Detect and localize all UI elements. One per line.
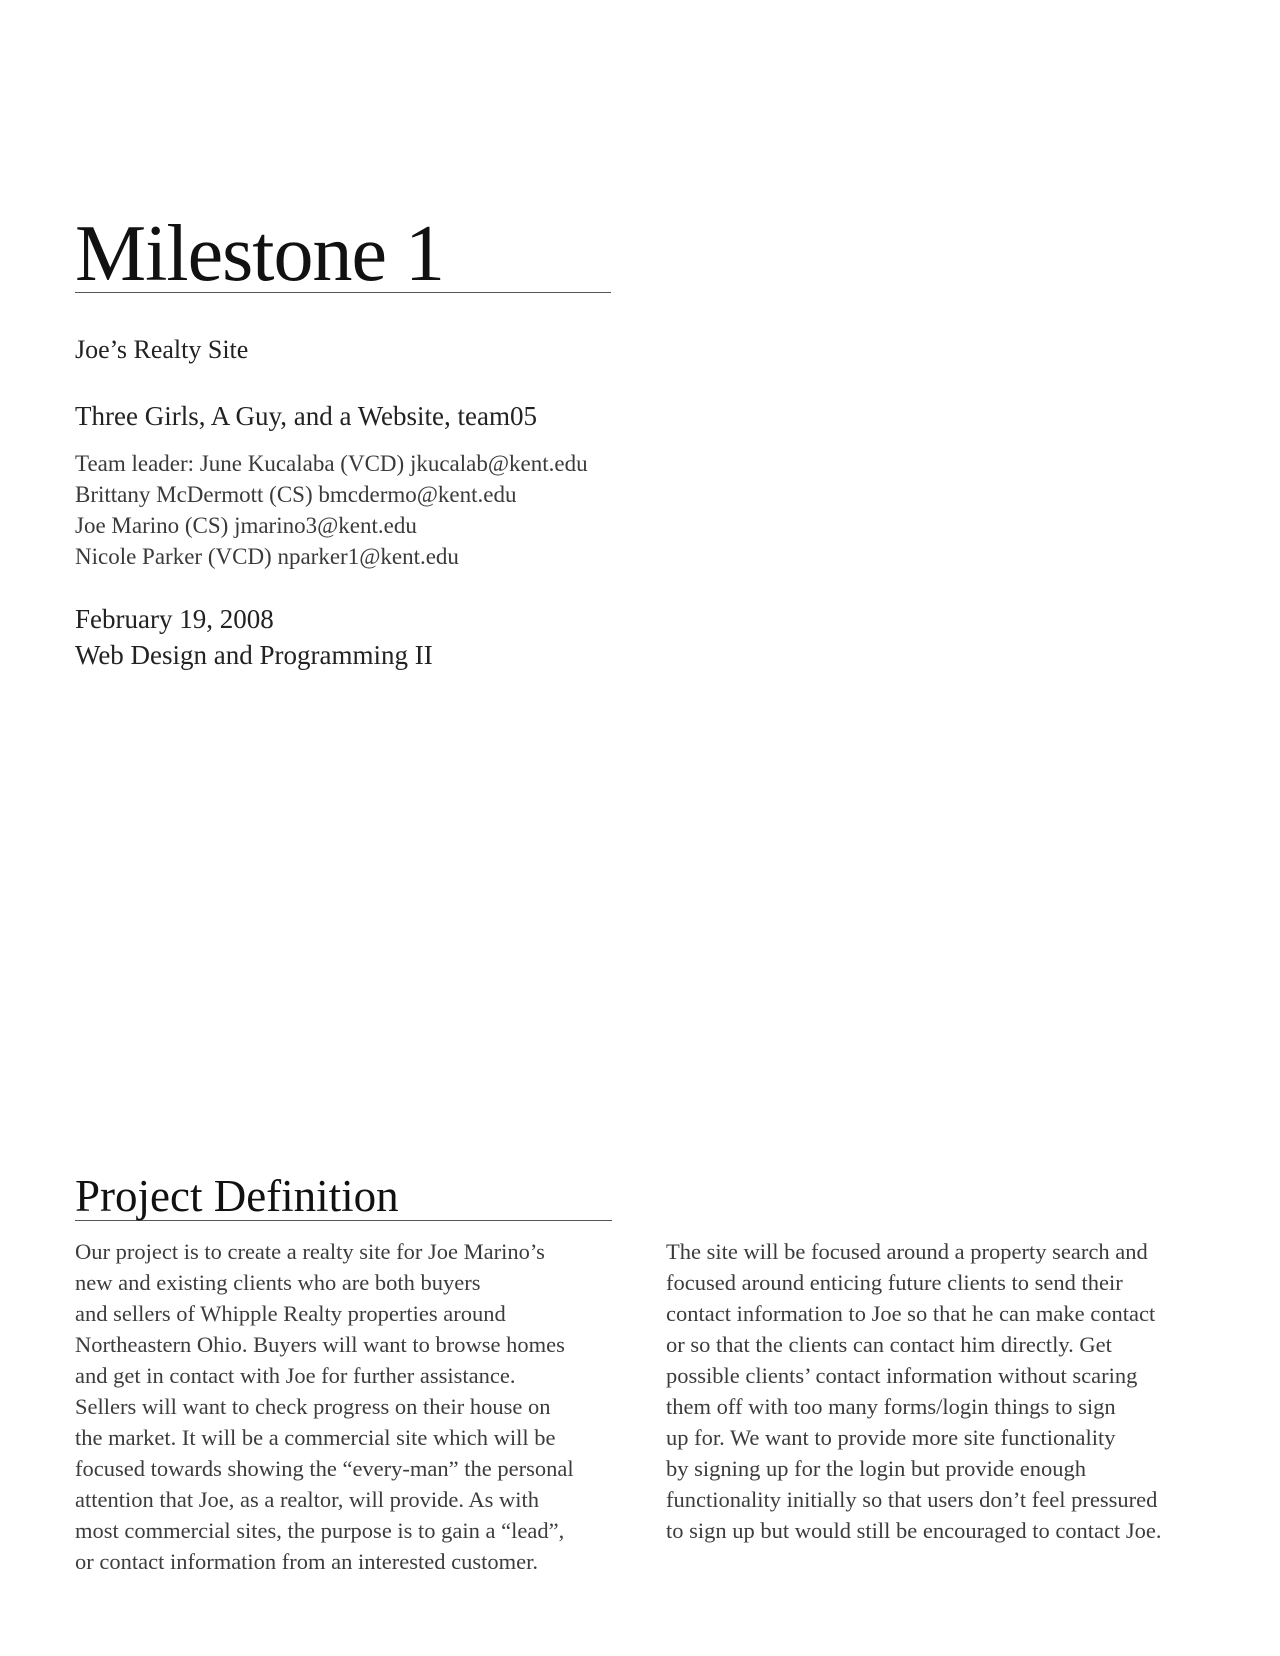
course-name: Web Design and Programming II <box>75 640 433 670</box>
paragraph-line: functionality initially so that users don’t feel pressured <box>666 1487 1158 1512</box>
paragraph-line: or so that the clients can contact him directly. Get <box>666 1332 1112 1357</box>
team-member-list <box>75 448 588 572</box>
paragraph-line: and get in contact with Joe for further assistance. <box>75 1363 516 1388</box>
team-name: Three Girls, A Guy, and a Website, team05 <box>75 401 537 431</box>
site-name: Joe’s Realty Site <box>75 335 249 364</box>
paragraph-line: by signing up for the login but provide enough <box>666 1456 1086 1481</box>
paragraph-line: The site will be focused around a property search and <box>666 1239 1148 1264</box>
paragraph-line: focused around enticing future clients to send their <box>666 1270 1123 1295</box>
paragraph-line: Sellers will want to check progress on their house on <box>75 1394 551 1419</box>
paragraph-line: contact information to Joe so that he can make contact <box>666 1301 1156 1326</box>
paragraph-line: possible clients’ contact information without scaring <box>666 1363 1138 1388</box>
section-heading-block <box>75 1172 612 1221</box>
team-member: Joe Marino (CS) jmarino3@kent.edu <box>75 513 417 538</box>
page-title: Milestone 1 <box>75 210 444 298</box>
project-definition-left-column <box>75 1236 635 1577</box>
section-title-project-definition: Project Definition <box>75 1171 399 1221</box>
paragraph-line: new and existing clients who are both buyers <box>75 1270 481 1295</box>
paragraph-line: Our project is to create a realty site for Joe Marino’s <box>75 1239 545 1264</box>
team-member: Nicole Parker (VCD) nparker1@kent.edu <box>75 544 459 569</box>
team-member-leader: Team leader: June Kucalaba (VCD) jkucalab@kent.edu <box>75 451 588 476</box>
paragraph-line: focused towards showing the “every-man” the personal <box>75 1456 574 1481</box>
paragraph-line: attention that Joe, as a realtor, will provide. As with <box>75 1487 539 1512</box>
paragraph-line: most commercial sites, the purpose is to gain a “lead”, <box>75 1518 565 1543</box>
document-date: February 19, 2008 <box>75 604 274 634</box>
title-block <box>75 210 611 298</box>
paragraph-line: them off with too many forms/login things to sign <box>666 1394 1116 1419</box>
team-member: Brittany McDermott (CS) bmcdermo@kent.edu <box>75 482 517 507</box>
paragraph-line: to sign up but would still be encouraged to contact Joe. <box>666 1518 1162 1543</box>
paragraph-line: up for. We want to provide more site functionality <box>666 1425 1116 1450</box>
paragraph-line: or contact information from an interested customer. <box>75 1549 538 1574</box>
paragraph-line: and sellers of Whipple Realty properties around <box>75 1301 506 1326</box>
project-definition-right-column <box>666 1236 1226 1546</box>
paragraph-line: Northeastern Ohio. Buyers will want to browse homes <box>75 1332 565 1357</box>
paragraph-line: the market. It will be a commercial site which will be <box>75 1425 556 1450</box>
